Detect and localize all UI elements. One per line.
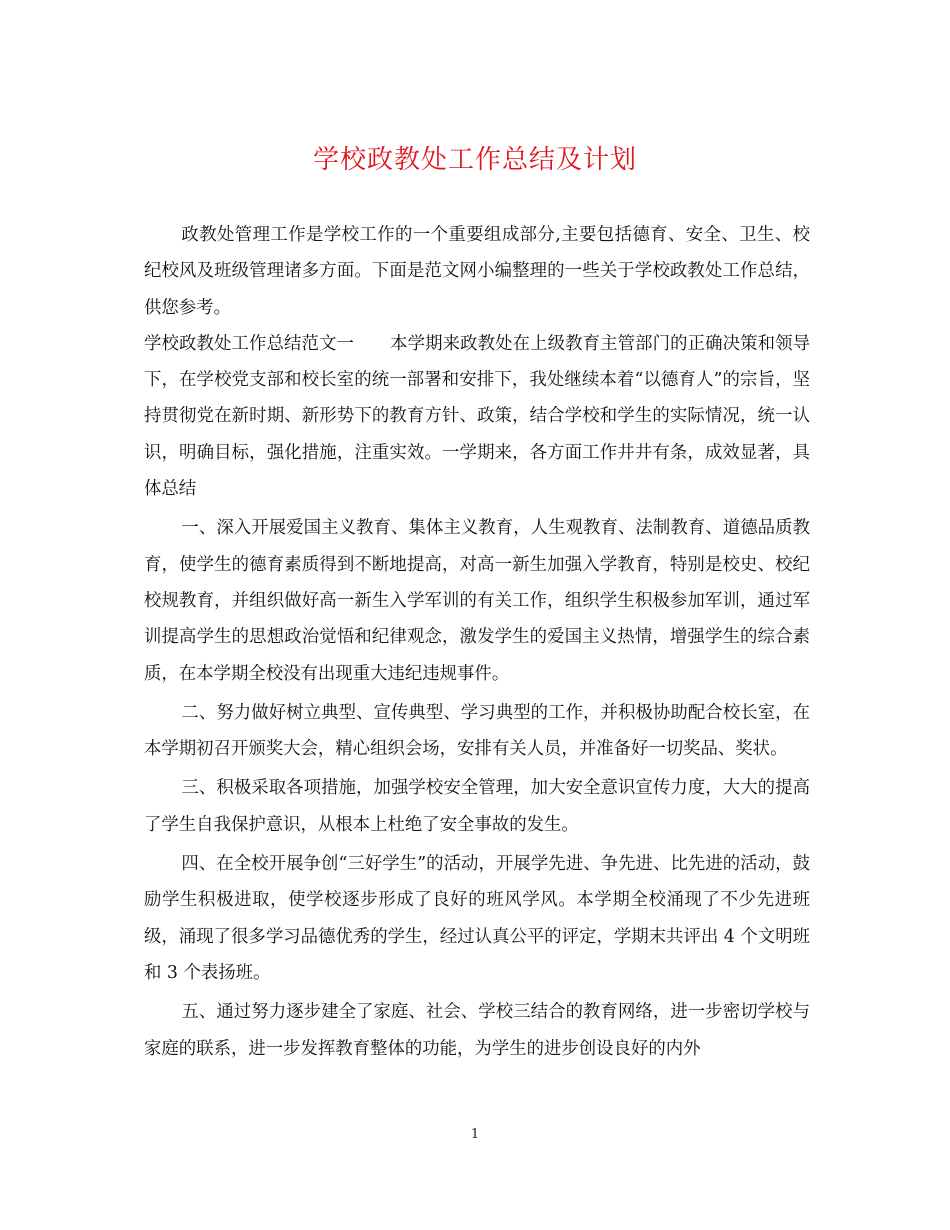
page-title: 学校政教处工作总结及计划 [312,145,637,175]
summary-item-4: 四、在全校开展争创“三好学生”的活动，开展学先进、争先进、比先进的活动，鼓励学生积极进取，使学校逐步形成了良好的班风学风。本学期全校涌现了不少先进班级，涌现了很多学习品德优秀的学生，经过认真公平的评定，学期末共评出 4 个文明班和 3 个表扬班。 [144,854,810,983]
section-paragraph [144,326,810,507]
summary-item-1: 一、深入开展爱国主义教育、集体主义教育，人生观教育、法制教育、道德品质教育，使学生的德育素质得到不断地提高，对高一新生加强入学教育，特别是校史、校纪校规教育，并组织做好高一新生入学军训的有关工作，组织学生积极参加军训，通过军训提高学生的思想政治觉悟和纪律观念，激发学生的爱国主义热情，增强学生的综合素质，在本学期全校没有出现重大违纪违规事件。 [144,518,810,684]
section-heading: 学校政教处工作总结范文一 [144,333,354,354]
document-body [144,217,810,1067]
page-number: 1 [470,1127,480,1142]
section-body: 本学期来政教处在上级教育主管部门的正确决策和领导下，在学校党支部和校长室的统一部署和安排下，我处继续本着“以德育人”的宗旨，坚持贯彻党在新时期、新形势下的教育方针、政策，结合学校和学生的实际情况，统一认识，明确目标，强化措施，注重实效。一学期来，各方面工作井井有条，成效显著，具体总结 [144,333,810,500]
summary-item-5: 五、通过努力逐步建全了家庭、社会、学校三结合的教育网络，进一步密切学校与家庭的联系，进一步发挥教育整体的功能，为学生的进步创设良好的内外 [144,1002,810,1059]
intro-paragraph: 政教处管理工作是学校工作的一个重要组成部分,主要包括德育、安全、卫生、校纪校风及班级管理诸多方面。下面是范文网小编整理的一些关于学校政教处工作总结，供您参考。 [144,225,810,318]
summary-item-3: 三、积极采取各项措施，加强学校安全管理，加大安全意识宣传力度，大大的提高了学生自我保护意识，从根本上杜绝了安全事故的发生。 [144,778,810,835]
summary-item-2: 二、努力做好树立典型、宣传典型、学习典型的工作，并积极协助配合校长室，在本学期初召开颁奖大会，精心组织会场，安排有关人员，并准备好一切奖品、奖状。 [144,702,810,760]
